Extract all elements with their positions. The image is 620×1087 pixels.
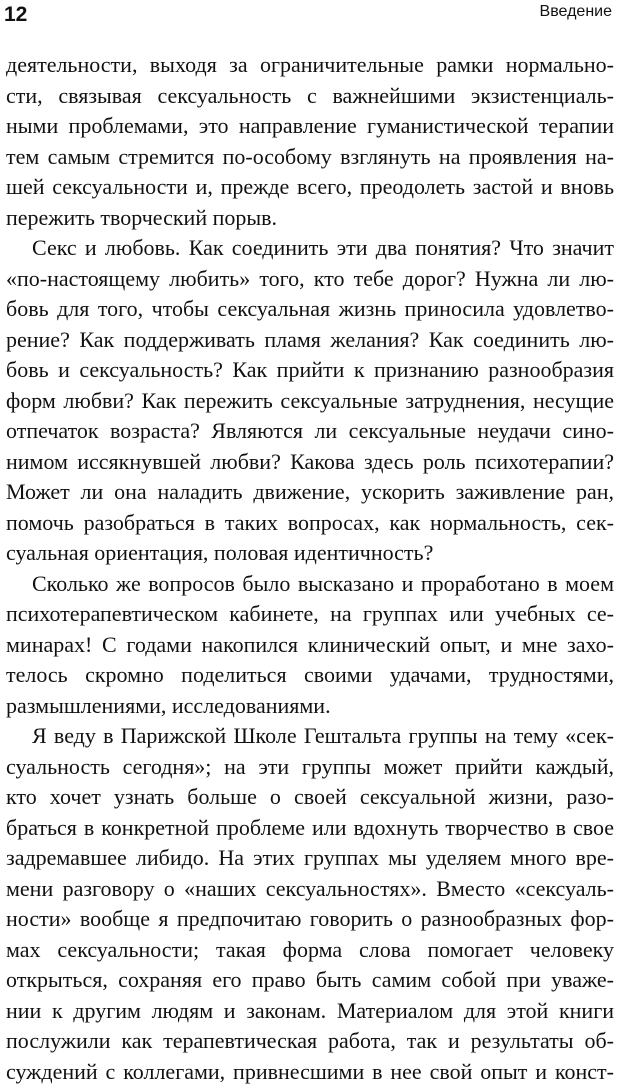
text-line: рение? Как поддерживать пламя желания? Как соединить лю- <box>6 325 614 356</box>
text-line: телось скромно поделиться своими удачами, трудностями, <box>6 660 614 691</box>
text-line: минарах! С годами накопился клинический опыт, и мне захо- <box>6 630 614 661</box>
text-line: психотерапевтическом кабинете, на группах или учебных се- <box>6 599 614 630</box>
text-line: открыться, сохраняя его право быть самим собой при уваже- <box>6 965 614 996</box>
page-number: 12 <box>4 2 27 28</box>
text-line: ности» вообще я предпочитаю говорить о разнообразных фор- <box>6 904 614 935</box>
text-line: отпечаток возраста? Являются ли сексуальные неудачи сино- <box>6 416 614 447</box>
body-text <box>6 50 614 1087</box>
text-line: задремавшее либидо. На этих группах мы уделяем много вре- <box>6 843 614 874</box>
text-line: пережить творческий порыв. <box>6 203 614 234</box>
text-line: шей сексуальности и, прежде всего, преодолеть застой и вновь <box>6 172 614 203</box>
text-line: нимом иссякнувшей любви? Какова здесь роль психотерапии? <box>6 447 614 478</box>
text-line: ными проблемами, это направление гуманистической терапии <box>6 111 614 142</box>
text-line: суждений с коллегами, привнесшими в нее свой опыт и конст- <box>6 1057 614 1087</box>
paragraph <box>6 569 614 722</box>
text-line: деятельности, выходя за ограничительные рамки нормально- <box>6 50 614 81</box>
text-line: размышлениями, исследованиями. <box>6 691 614 722</box>
text-line: мах сексуальности; такая форма слова помогает человеку <box>6 935 614 966</box>
text-line: Сколько же вопросов было высказано и проработано в моем <box>6 569 614 600</box>
text-line: Я веду в Парижской Школе Гештальта группы на тему «сек- <box>6 721 614 752</box>
text-line: форм любви? Как пережить сексуальные затруднения, несущие <box>6 386 614 417</box>
paragraph <box>6 721 614 1087</box>
text-line: бовь и сексуальность? Как прийти к признанию разнообразия <box>6 355 614 386</box>
text-line: браться в конкретной проблеме или вдохнуть творчество в свое <box>6 813 614 844</box>
text-line: суальность сегодня»; на эти группы может прийти каждый, <box>6 752 614 783</box>
paragraph <box>6 233 614 569</box>
text-line: «по-настоящему любить» того, кто тебе дорог? Нужна ли лю- <box>6 264 614 295</box>
text-line: Может ли она наладить движение, ускорить заживление ран, <box>6 477 614 508</box>
text-line: помочь разобраться в таких вопросах, как нормальность, сек- <box>6 508 614 539</box>
text-line: Секс и любовь. Как соединить эти два понятия? Что значит <box>6 233 614 264</box>
running-head: Введение <box>540 2 612 22</box>
text-line: тем самым стремится по-особому взглянуть на проявления на- <box>6 142 614 173</box>
text-line: кто хочет узнать больше о своей сексуальной жизни, разо- <box>6 782 614 813</box>
text-line: суальная ориентация, половая идентичность? <box>6 538 614 569</box>
text-line: мени разговору о «наших сексуальностях». Вместо «сексуаль- <box>6 874 614 905</box>
text-line: сти, связывая сексуальность с важнейшими экзистенциаль- <box>6 81 614 112</box>
text-line: бовь для того, чтобы сексуальная жизнь приносила удовлетво- <box>6 294 614 325</box>
text-line: нии к другим людям и законам. Материалом для этой книги <box>6 996 614 1027</box>
paragraph <box>6 50 614 233</box>
page-header <box>0 0 620 36</box>
text-line: послужили как терапевтическая работа, так и результаты об- <box>6 1026 614 1057</box>
